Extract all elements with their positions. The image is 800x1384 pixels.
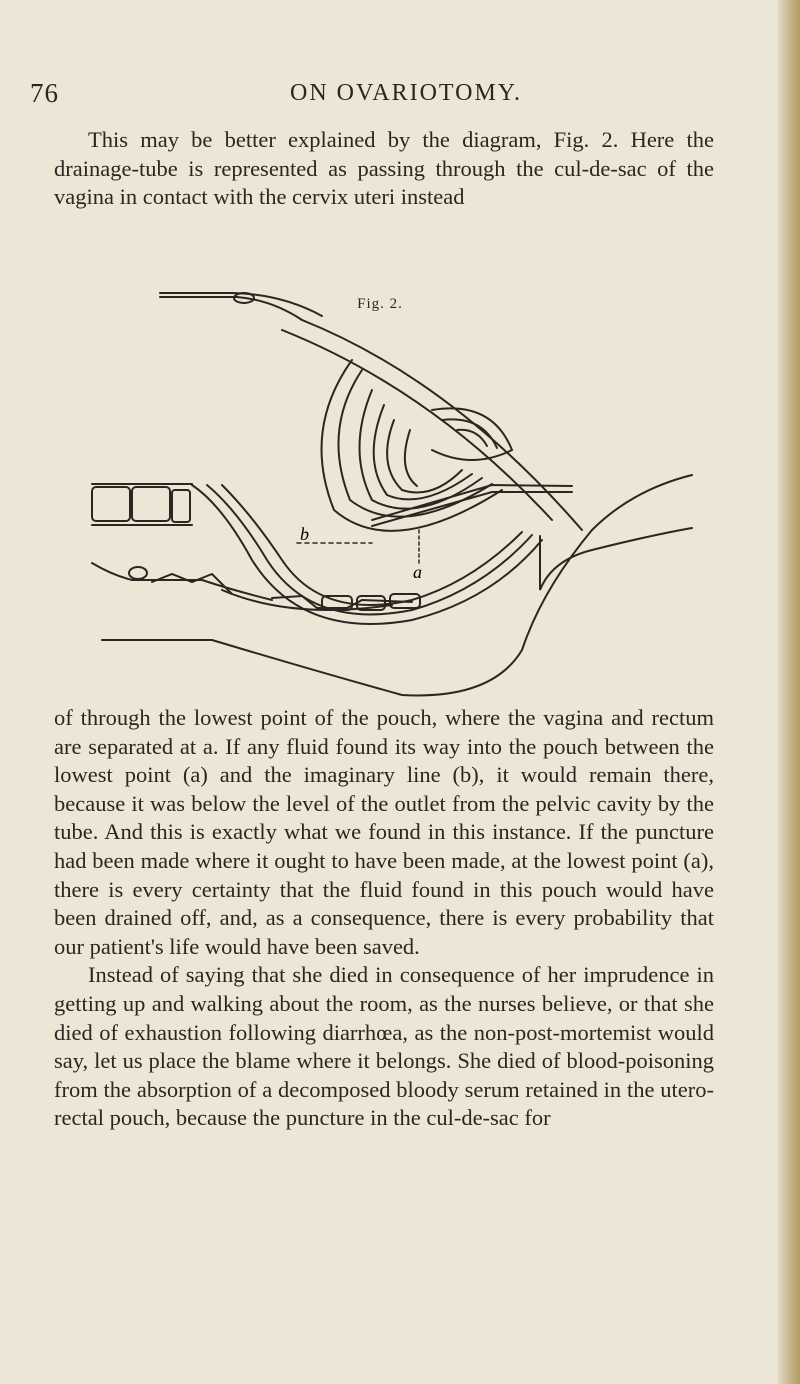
label-b: b [300,524,309,544]
label-a: a [413,562,422,582]
cervix-loop [432,408,512,460]
body-text [54,704,714,1133]
rectum-outlet [92,563,272,600]
page-header [30,78,730,112]
figure-caption: Fig. 2. [357,296,403,312]
bladder-block-1 [92,487,130,521]
peritoneum-curve [302,320,582,530]
perineum-line [540,528,692,590]
body-paragraph-1: of through the lowest point of the pouch, where the vagina and rectum are separated at a. If any fluid found its way into the pouch between the lowest point (a) and the imaginary line (b), it would remain there, because it was below the level of the outlet from the pelvic cavity by the tube. And this is exactly what we found in this instance. If the puncture had been made where it ought to have been made, at the lowest point (a), there is every certainty that the fluid found in this pouch would have been drained off, and, as a consequence, there is every probability that our patient's life would have been saved. [54,705,714,959]
page-edge-shadow [778,0,800,1384]
rectum-curve [192,485,542,624]
anatomical-diagram [72,260,712,700]
uterus-middle [360,390,483,509]
intro-text [54,126,714,212]
running-head: ON OVARIOTOMY. [290,80,523,106]
page-number: 76 [30,78,59,108]
intro-paragraph: This may be better explained by the diagram, Fig. 2. Here the drainage-tube is represented as passing through the cul-de-sac of the vagina in contact with the cervix uteri instead [54,127,714,210]
body-paragraph-2: Instead of saying that she died in consequence of her imprudence in getting up and walking about the room, as the nurses believe, or that she died of exhaustion following diarrhœa, as the non-post-mortemist would say, let us place the blame where it belongs. She died of blood-poisoning from the absorption of a decomposed bloody serum retained in the utero-rectal pouch, because the puncture in the cul-de-sac for [54,962,714,1131]
